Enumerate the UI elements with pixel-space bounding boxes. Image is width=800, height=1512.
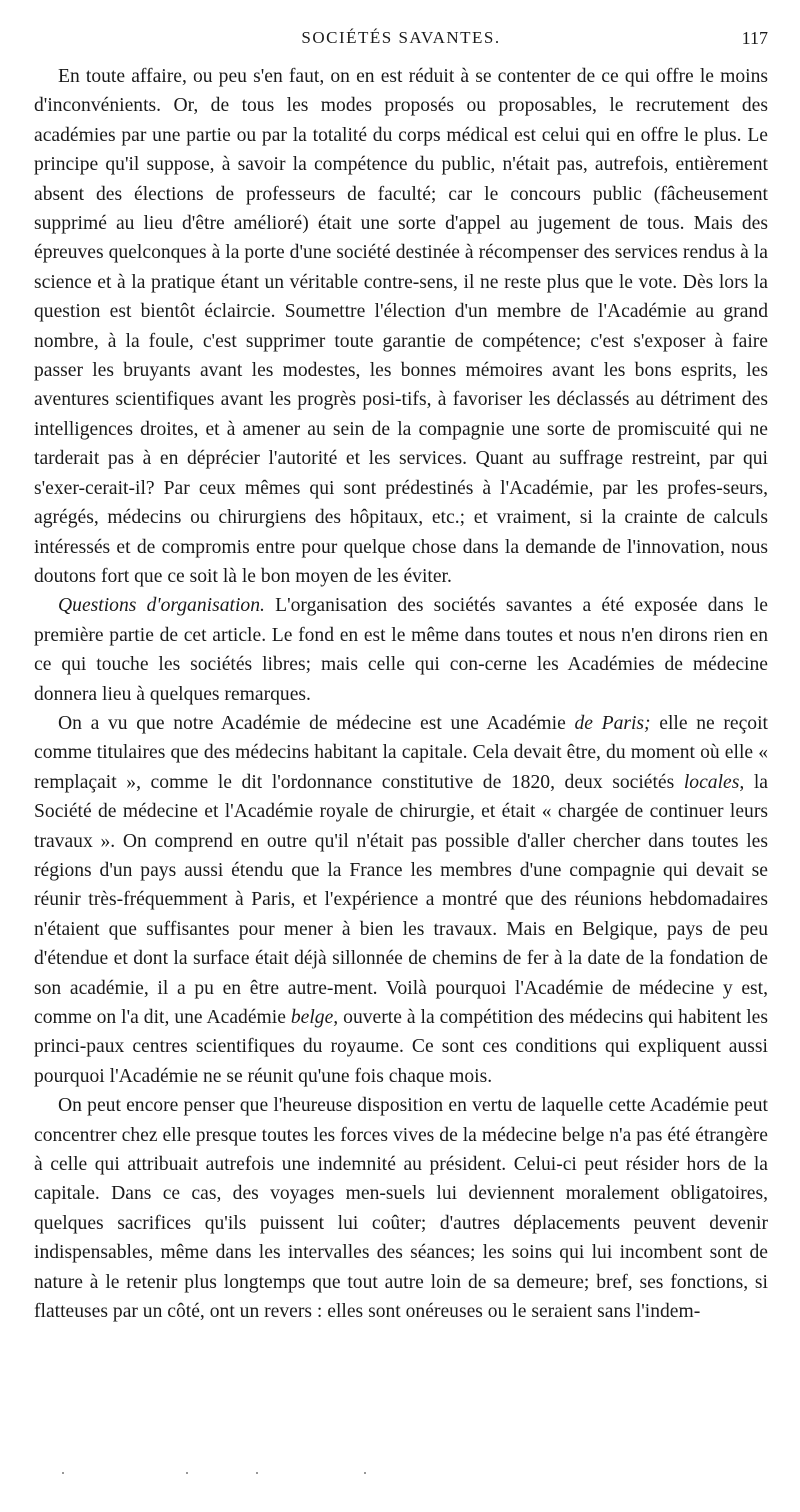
paragraph-3-segment: la Société de médecine et l'Académie royale de chirurgie, et était « chargée de continuer leurs travaux ». On comprend en outre qu'il n'était pas possible d'aller chercher dans toutes les régions d'un pays aussi étendu que la France les membres d'une compagnie qui devait se réunir très-fréquemment à Paris, et l'expérience a montré que des réunions hebdomadaires n'étaient que suffisantes pour mener à bien les travaux. Mais en Belgique, pays de peu d'étendue et dont la surface était déjà sillonnée de chemins de fer à la date de la fondation de son académie, il a pu en être autre-ment. Voilà pourquoi l'Académie de médecine y est, comme on l'a dit, une Académie <box>34 771 768 1028</box>
italic-belge: belge, <box>290 1007 339 1028</box>
section-heading: Questions d'organisation. <box>58 595 265 617</box>
paragraph-3-segment: ouverte à la compétition des médecins qui habitent les princi-paux centres scientifiques du royaume. Ce sont ces conditions qui expliquent aussi pourquoi l'Académie ne se réunit qu'une fois chaque mois. <box>34 1007 768 1087</box>
italic-de-paris: de Paris; <box>574 712 651 734</box>
paragraph-2 <box>34 591 768 709</box>
italic-locales: locales, <box>683 771 745 793</box>
speck <box>256 1472 258 1474</box>
running-title: SOCIÉTÉS SAVANTES. <box>301 28 501 47</box>
paragraph-2-text: L'organisation des sociétés savantes a été exposée dans le première partie de cet article. Le fond en est le même dans toutes et nous n'en dirons rien en ce qui touche les sociétés libres; mais celle qui con-cerne les Académies de médecine donnera lieu à quelques remarques. <box>34 595 768 705</box>
paragraph-3 <box>34 709 768 1091</box>
paragraph-1: En toute affaire, ou peu s'en faut, on en est réduit à se contenter de ce qui offre le moins d'inconvénients. Or, de tous les modes proposés ou proposables, le recrutement des académies par une partie ou par la totalité du corps médical est celui qui en offre le plus. Le principe qu'il suppose, à savoir la compétence du public, n'était pas, autrefois, entièrement absent des élections de professeurs de faculté; car le concours public (fâcheusement supprimé au lieu d'être amélioré) était une sorte d'appel au jugement de tous. Mais des épreuves quelconques à la porte d'une société destinée à récompenser des services rendus à la science et à la pratique étant un véritable contre-sens, il ne reste plus que le vote. Dès lors la question est bientôt éclaircie. Soumettre l'élection d'un membre de l'Académie au grand nombre, à la foule, c'est supprimer toute garantie de compétence; c'est s'exposer à faire passer les bruyants avant les modestes, les bonnes mémoires avant les bons esprits, les aventures scientifiques avant les progrès posi-tifs, à favoriser les déclassés au détriment des intelligences droites, et à amener au sein de la compagnie une sorte de promiscuité qui ne tarderait pas à en déprécier l'autorité et les services. Quant au suffrage restreint, par qui s'exer-cerait-il? Par ceux mêmes qui sont prédestinés à l'Académie, par les profes-seurs, agrégés, médecins ou chirurgiens des hôpitaux, etc.; et vraiment, si la crainte de calculs intéressés et de compromis entre pour quelque chose dans la demande de l'innovation, nous doutons fort que ce soit là le bon moyen de les éviter. <box>34 66 768 587</box>
speck <box>186 1472 188 1474</box>
paragraph-3-segment: On a vu que notre Académie de médecine est une Académie <box>58 712 575 734</box>
scan-specks <box>60 1472 380 1476</box>
speck <box>364 1472 366 1474</box>
speck <box>62 1472 64 1474</box>
running-head <box>34 28 768 62</box>
paragraph-4: On peut encore penser que l'heureuse disposition en vertu de laquelle cette Académie peut concentrer chez elle presque toutes les forces vives de la médecine belge n'a pas été étrangère à celle qui attribuait autrefois une indemnité au président. Celui-ci peut résider hors de la capitale. Dans ce cas, des voyages men-suels lui deviennent moralement obligatoires, quelques sacrifices qu'ils puissent lui coûter; d'autres déplacements peuvent devenir indispensables, même dans les intervalles des séances; les soins qui lui incombent sont de nature à le retenir plus longtemps que tout autre loin de sa demeure; bref, ses fonctions, si flatteuses par un côté, ont un revers : elles sont onéreuses ou le seraient sans l'indem- <box>34 1095 768 1323</box>
paragraph-3-segment: elle ne reçoit comme titulaires que des médecins habitant la capitale. Cela devait être, du moment où elle « remplaçait », comme le dit l'ordonnance constitutive de 1820, deux sociétés <box>34 712 768 793</box>
body-text <box>34 62 768 1326</box>
page-number: 117 <box>741 28 768 48</box>
book-page <box>34 28 768 1326</box>
